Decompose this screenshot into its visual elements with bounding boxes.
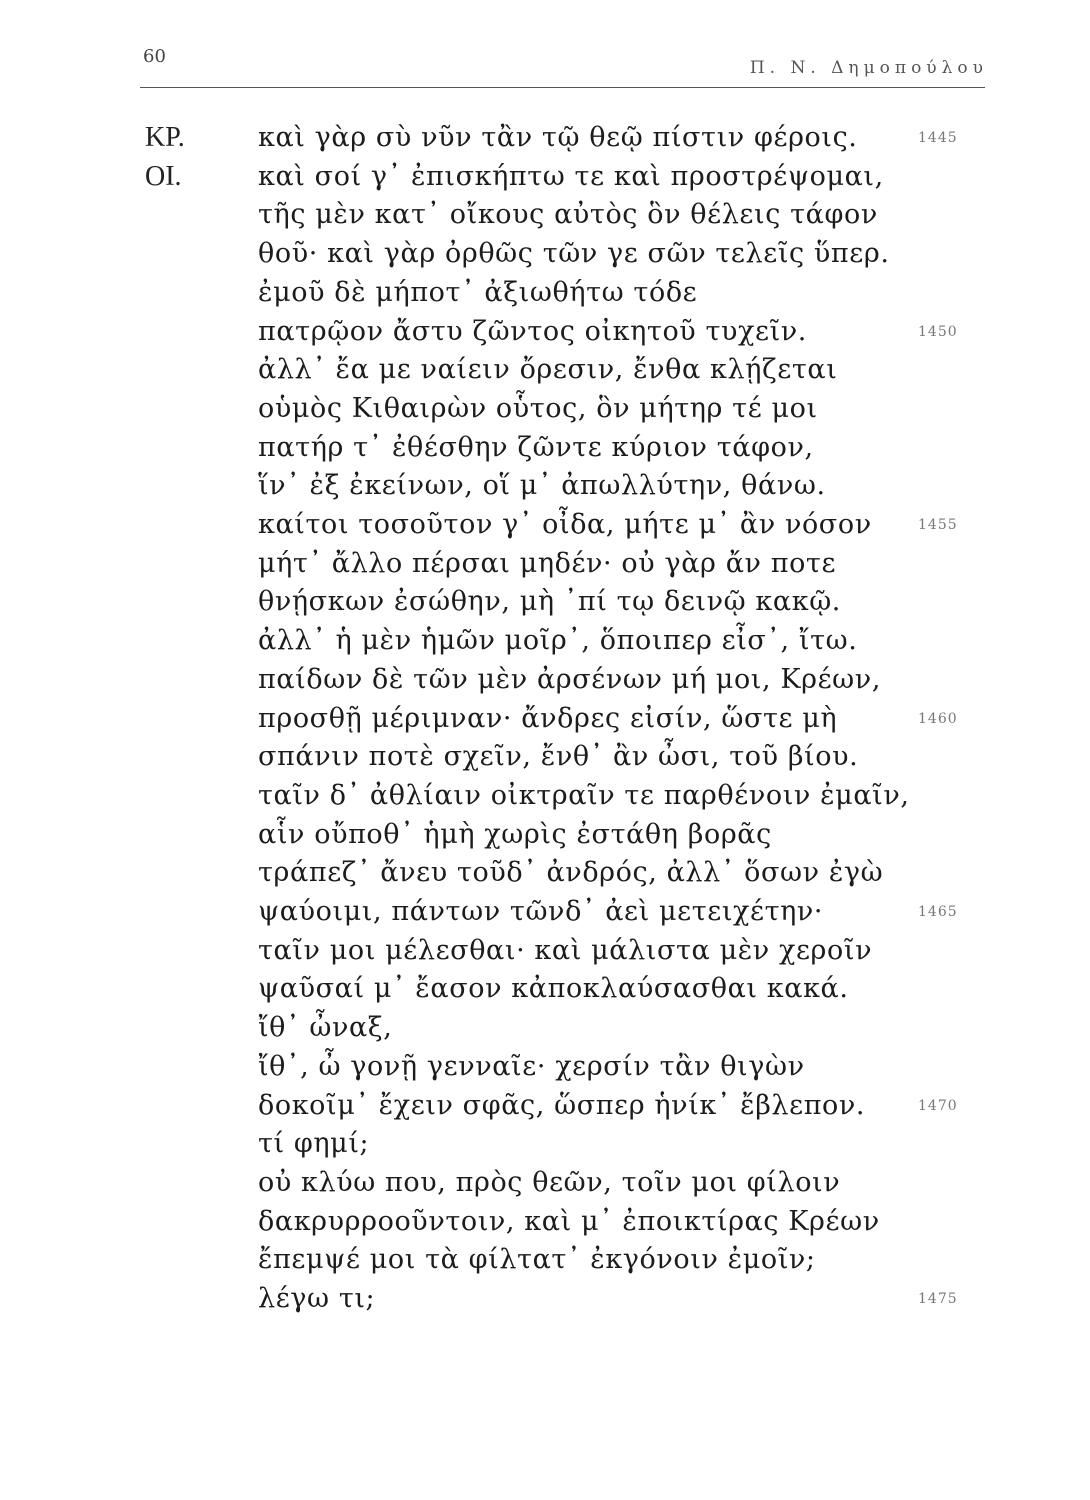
verse-text: τῆς μὲν κατ᾽ οἴκους αὐτὸς ὃν θέλεις τάφον — [258, 199, 878, 231]
verse-line — [0, 509, 1090, 549]
verse-line — [0, 277, 1090, 317]
verse-text: παίδων δὲ τῶν μὲν ἀρσένων μή μοι, Κρέων, — [258, 663, 881, 695]
page-number: 60 — [143, 46, 166, 67]
verse-line — [0, 1012, 1090, 1052]
verse-text: ταῖν δ᾽ ἀθλίαιν οἰκτραῖν τε παρθένοιν ἐμαῖν, — [258, 779, 910, 811]
verse-text: καὶ σοί γ᾽ ἐπισκήπτω τε καὶ προστρέψομαι, — [258, 160, 884, 192]
verse-text: ἴθ᾽ ὦναξ, — [258, 1012, 393, 1044]
verse-line — [0, 199, 1090, 239]
verse-line — [0, 354, 1090, 394]
verse-text: μήτ᾽ ἄλλο πέρσαι μηδέν· οὐ γὰρ ἄν ποτε — [258, 547, 837, 579]
verse-line — [0, 935, 1090, 975]
verse-line — [0, 161, 1090, 201]
verse-text: οὐ κλύω που, πρὸς θεῶν, τοῖν μοι φίλοιν — [258, 1166, 841, 1198]
verse-text: καίτοι τοσοῦτον γ᾽ οἶδα, μήτε μ᾽ ἂν νόσον — [258, 509, 872, 540]
verse-line — [0, 316, 1090, 356]
verse-text: ἔπεμψέ μοι τὰ φίλτατ᾽ ἐκγόνοιν ἐμοῖν; — [258, 1244, 816, 1276]
line-number: 1450 — [918, 323, 958, 340]
verse-text: τράπεζ᾽ ἄνευ τοῦδ᾽ ἀνδρός, ἀλλ᾽ ὅσων ἐγὼ — [258, 857, 884, 889]
verse-line — [0, 780, 1090, 820]
verse-line — [0, 625, 1090, 665]
verse-text: οὑμὸς Κιθαιρὼν οὗτος, ὃν μήτηρ τέ μοι — [258, 392, 818, 424]
verse-line — [0, 1206, 1090, 1246]
line-number: 1475 — [918, 1291, 958, 1307]
verse-text: τί φημί; — [258, 1128, 370, 1160]
line-number: 1445 — [918, 130, 958, 146]
verse-line — [0, 1051, 1090, 1091]
verse-text: ψαύοιμι, πάντων τῶνδ᾽ ἀεὶ μετειχέτην· — [258, 896, 824, 927]
verse-line — [0, 1167, 1090, 1207]
speaker-label: ΟΙ. — [145, 160, 182, 192]
verse-line — [0, 548, 1090, 588]
line-number: 1465 — [918, 904, 958, 920]
verse-text: ἀλλ᾽ ἔα με ναίειν ὄρεσιν, ἔνθα κλῄζεται — [258, 354, 838, 386]
verse-text: ψαῦσαί μ᾽ ἔασον κἀποκλαύσασθαι κακά. — [258, 973, 849, 1005]
verse-text: λέγω τι; — [258, 1283, 376, 1314]
verse-text: καὶ γὰρ σὺ νῦν τἂν τῷ θεῷ πίστιν φέροις. — [258, 122, 858, 153]
verse-line — [0, 703, 1090, 743]
verse-text: θοῦ· καὶ γὰρ ὀρθῶς τῶν γε σῶν τελεῖς ὕπερ. — [258, 238, 890, 270]
verse-text: προσθῇ μέριμναν· ἄνδρες εἰσίν, ὥστε μὴ — [258, 702, 838, 734]
verse-line — [0, 741, 1090, 781]
verse-text: ἵν᾽ ἐξ ἐκείνων, οἵ μ᾽ ἀπωλλύτην, θάνω. — [258, 470, 826, 502]
speaker-label: ΚΡ. — [145, 122, 185, 153]
verse-line — [0, 122, 1090, 162]
verse-line — [0, 586, 1090, 626]
verse-text: δοκοῖμ᾽ ἔχειν σφᾶς, ὥσπερ ἡνίκ᾽ ἔβλεπον. — [258, 1089, 866, 1121]
verse-line — [0, 819, 1090, 859]
running-head: Π. Ν. Δημοπούλου — [749, 58, 988, 78]
verse-line — [0, 1128, 1090, 1168]
verse-text: αἷν οὔποθ᾽ ἡμὴ χωρὶς ἐστάθη βορᾶς — [258, 818, 772, 850]
verse-text: πατρῷον ἄστυ ζῶντος οἰκητοῦ τυχεῖν. — [258, 315, 807, 347]
verse-text: ταῖν μοι μέλεσθαι· καὶ μάλιστα μὲν χεροῖν — [258, 934, 873, 966]
verse-text: ἴθ᾽, ὦ γονῇ γενναῖε· χερσίν τἂν θιγὼν — [258, 1050, 805, 1082]
verse-text: σπάνιν ποτὲ σχεῖν, ἔνθ᾽ ἂν ὦσι, τοῦ βίου. — [258, 741, 859, 773]
verse-text: πατήρ τ᾽ ἐθέσθην ζῶντε κύριον τάφον, — [258, 431, 814, 463]
verse-line — [0, 1283, 1090, 1323]
verse-line — [0, 896, 1090, 936]
verse-text: δακρυρροοῦντοιν, καὶ μ᾽ ἐποικτίρας Κρέων — [258, 1205, 880, 1237]
verse-line — [0, 393, 1090, 433]
verse-line — [0, 664, 1090, 704]
verse-line — [0, 238, 1090, 278]
verse-line — [0, 973, 1090, 1013]
verse-text: θνῄσκων ἐσώθην, μὴ ᾽πί τῳ δεινῷ κακῷ. — [258, 586, 841, 618]
line-number: 1455 — [918, 517, 958, 533]
line-number: 1460 — [918, 710, 958, 727]
verse-line — [0, 1244, 1090, 1284]
verse-line — [0, 432, 1090, 472]
verse-line — [0, 1090, 1090, 1130]
verse-text: ἐμοῦ δὲ μήποτ᾽ ἀξιωθήτω τόδε — [258, 276, 698, 308]
line-number: 1470 — [918, 1097, 958, 1114]
verse-line — [0, 857, 1090, 897]
verse-text: ἀλλ᾽ ἡ μὲν ἡμῶν μοῖρ᾽, ὅποιπερ εἶσ᾽, ἴτω. — [258, 625, 858, 657]
verse-line — [0, 470, 1090, 510]
